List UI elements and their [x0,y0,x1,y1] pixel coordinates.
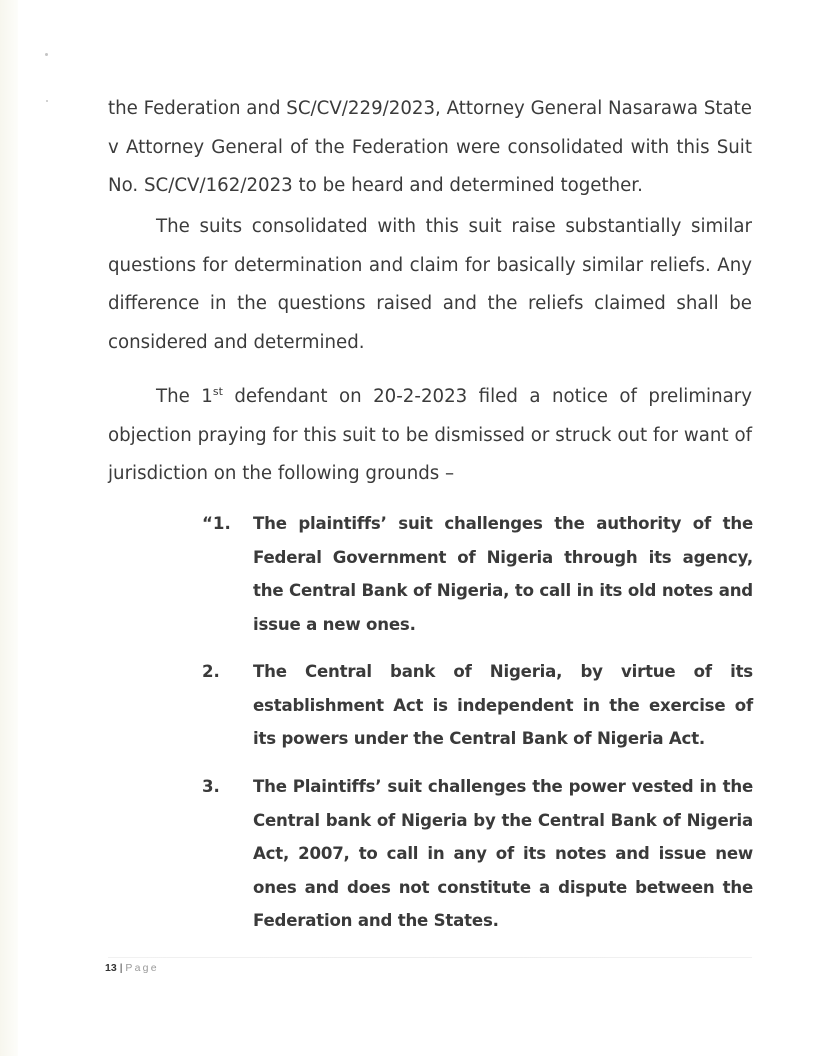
ordinal-superscript: st [212,385,223,398]
ground-text: The Plaintiffs’ suit challenges the power vested in the Central bank of Nigeria by the Central Bank of Nigeria Act, 2007, to call in any of its notes and issue new ones and does not constitute a dispute between the Federation and the States. [253,777,753,930]
page-number: 13 [105,962,117,974]
scan-speck [45,53,48,56]
ground-number: 2. [202,662,220,681]
ground-number: “1. [202,514,231,533]
scan-left-edge [0,0,18,1056]
paragraph-text: the Federation and SC/CV/229/2023, Attorney General Nasarawa State v Attorney General of the Federation were consolidated with this Suit No. SC/CV/162/2023 to be heard and determined together. [108,98,752,196]
ground-text: The Central bank of Nigeria, by virtue of its establishment Act is independent in the exercise of its powers under the Central Bank of Nigeria Act. [253,662,753,748]
footer-divider [108,957,752,958]
page-label: Page [125,962,159,974]
paragraph-text-start: The 1 [156,386,213,407]
footer-separator: | [119,962,123,974]
paragraph-preliminary-objection [108,378,752,494]
paragraph-text-rest: defendant on 20-2-2023 filed a notice of preliminary objection praying for this suit to be dismissed or struck out for want of jurisdiction on the following grounds – [108,386,753,484]
ground-text: The plaintiffs’ suit challenges the authority of the Federal Government of Nigeria through its agency, the Central Bank of Nigeria, to call in its old notes and issue a new ones. [253,514,753,634]
paragraph-similar-questions [108,208,752,362]
scan-speck [46,100,48,102]
paragraph-text: The suits consolidated with this suit raise substantially similar questions for determination and claim for basically similar reliefs. Any difference in the questions raised and the reliefs claimed shall be considered and determined. [108,216,752,353]
page-footer [105,962,159,974]
ground-number: 3. [202,777,220,796]
paragraph-consolidation [108,90,752,206]
paragraph-text [108,378,752,494]
